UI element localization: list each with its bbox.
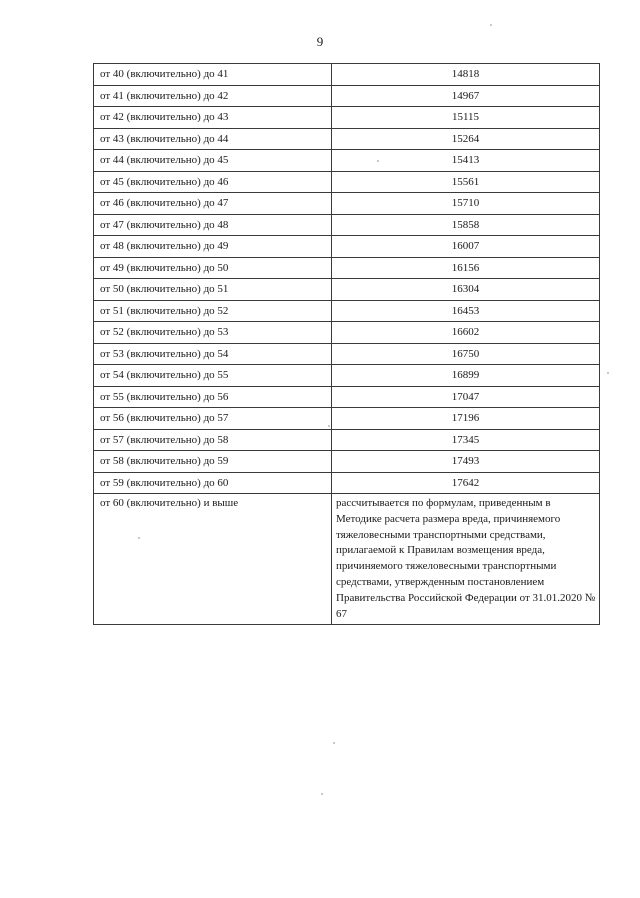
range-cell: от 43 (включительно) до 44 (94, 128, 332, 150)
table-row (94, 85, 600, 107)
range-cell: от 57 (включительно) до 58 (94, 429, 332, 451)
table-row (94, 429, 600, 451)
table-row (94, 107, 600, 129)
range-cell: от 48 (включительно) до 49 (94, 236, 332, 258)
calculation-note-cell: рассчитывается по формулам, приведенным в Методике расчета размера вреда, причиняемого тяжеловесными транспортными средствами, прилагаемой к Правилам возмещения вреда, причиняемого тяжеловесными транспортными средствами, утвержденным постановлением Правительства Российской Федерации от 31.01.2020 № 67 (332, 494, 600, 625)
rates-table (93, 63, 600, 625)
range-cell: от 58 (включительно) до 59 (94, 451, 332, 473)
table-row (94, 343, 600, 365)
amount-cell: 14967 (332, 85, 600, 107)
amount-cell: 16156 (332, 257, 600, 279)
amount-cell: 16007 (332, 236, 600, 258)
page-number: 9 (316, 34, 324, 49)
range-cell: от 60 (включительно) и выше (94, 494, 332, 625)
range-cell: от 55 (включительно) до 56 (94, 386, 332, 408)
range-cell: от 52 (включительно) до 53 (94, 322, 332, 344)
table-row (94, 386, 600, 408)
range-cell: от 56 (включительно) до 57 (94, 408, 332, 430)
table-row (94, 408, 600, 430)
amount-cell: 16750 (332, 343, 600, 365)
scan-speck (377, 160, 379, 162)
range-cell: от 54 (включительно) до 55 (94, 365, 332, 387)
amount-cell: 15561 (332, 171, 600, 193)
range-cell: от 49 (включительно) до 50 (94, 257, 332, 279)
table-row-final (94, 494, 600, 625)
scan-speck (328, 425, 330, 427)
table-row (94, 451, 600, 473)
range-cell: от 59 (включительно) до 60 (94, 472, 332, 494)
table-row (94, 472, 600, 494)
scan-speck (490, 24, 492, 26)
amount-cell: 15858 (332, 214, 600, 236)
range-cell: от 51 (включительно) до 52 (94, 300, 332, 322)
amount-cell: 15264 (332, 128, 600, 150)
amount-cell: 16304 (332, 279, 600, 301)
range-cell: от 53 (включительно) до 54 (94, 343, 332, 365)
range-cell: от 41 (включительно) до 42 (94, 85, 332, 107)
amount-cell: 16899 (332, 365, 600, 387)
amount-cell: 15710 (332, 193, 600, 215)
table-row (94, 128, 600, 150)
table-row (94, 171, 600, 193)
table-row (94, 214, 600, 236)
range-cell: от 45 (включительно) до 46 (94, 171, 332, 193)
amount-cell: 17047 (332, 386, 600, 408)
table-row (94, 300, 600, 322)
amount-cell: 15413 (332, 150, 600, 172)
rates-table-body (94, 64, 600, 625)
amount-cell: 16453 (332, 300, 600, 322)
scan-speck (321, 793, 323, 795)
range-cell: от 40 (включительно) до 41 (94, 64, 332, 86)
table-row (94, 279, 600, 301)
amount-cell: 17493 (332, 451, 600, 473)
amount-cell: 15115 (332, 107, 600, 129)
table-row (94, 64, 600, 86)
amount-cell: 14818 (332, 64, 600, 86)
table-row (94, 322, 600, 344)
amount-cell: 17642 (332, 472, 600, 494)
table-row (94, 150, 600, 172)
scan-speck (333, 742, 335, 744)
amount-cell: 17196 (332, 408, 600, 430)
table-row (94, 257, 600, 279)
scan-speck (138, 537, 140, 539)
amount-cell: 16602 (332, 322, 600, 344)
scan-speck (607, 372, 609, 374)
table-row (94, 236, 600, 258)
range-cell: от 50 (включительно) до 51 (94, 279, 332, 301)
range-cell: от 42 (включительно) до 43 (94, 107, 332, 129)
range-cell: от 44 (включительно) до 45 (94, 150, 332, 172)
range-cell: от 46 (включительно) до 47 (94, 193, 332, 215)
table-row (94, 193, 600, 215)
amount-cell: 17345 (332, 429, 600, 451)
range-cell: от 47 (включительно) до 48 (94, 214, 332, 236)
table-row (94, 365, 600, 387)
